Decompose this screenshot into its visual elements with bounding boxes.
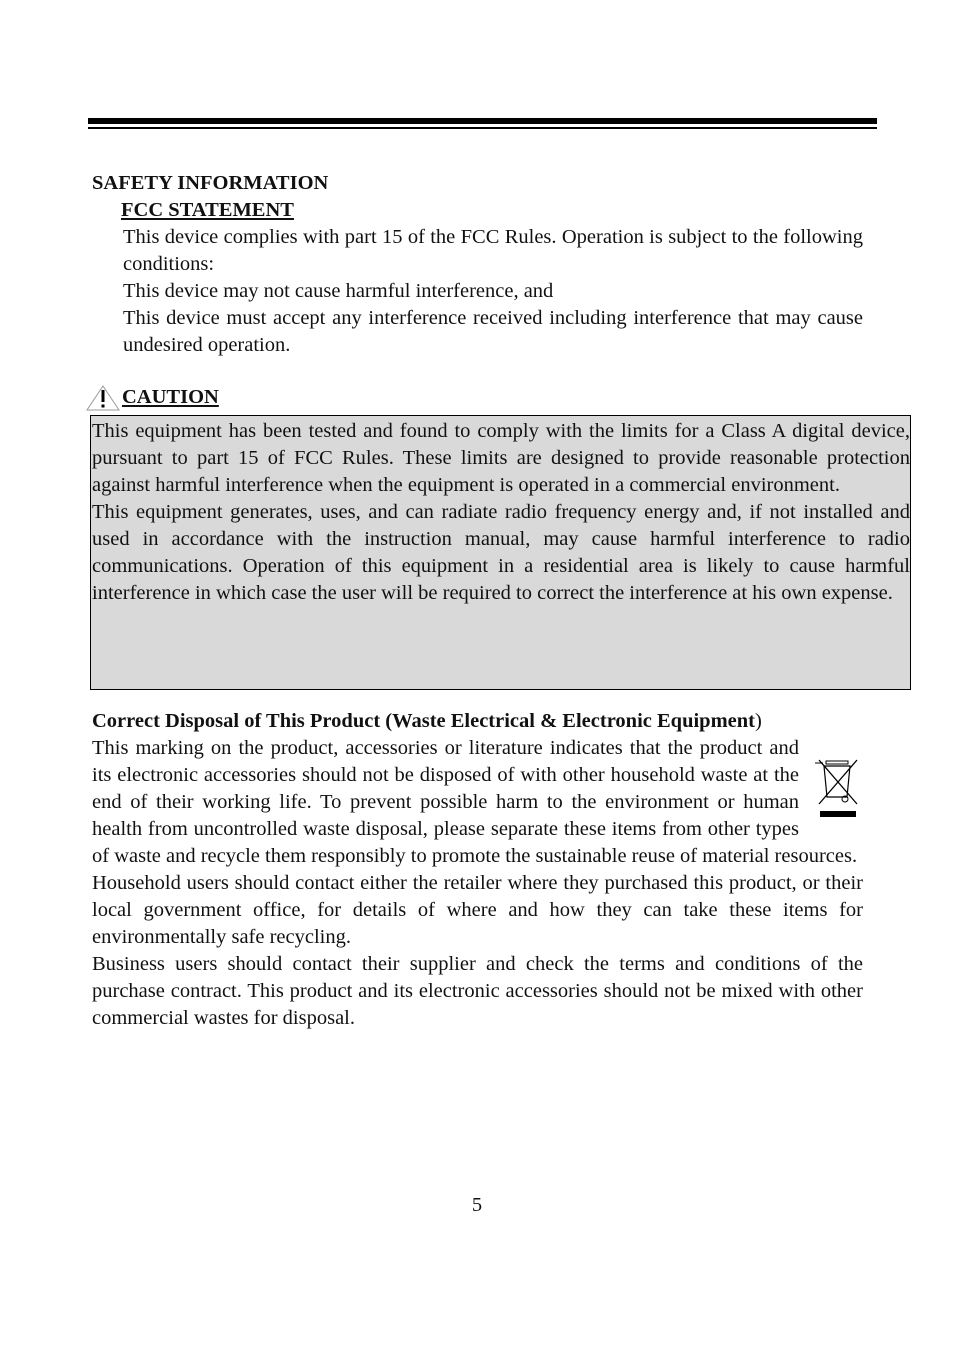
section-title: SAFETY INFORMATION [92, 172, 329, 194]
disposal-paragraph: Business users should contact their supplier and check the terms and conditions of the purchase contract. This product and its electronic accessories should not be mixed with other commercial wastes for disposal. [92, 953, 863, 1029]
disposal-heading [92, 708, 762, 735]
fcc-paragraph: This device may not cause harmful interference, and [123, 280, 554, 302]
fcc-paragraph: This device complies with part 15 of the FCC Rules. Operation is subject to the following conditions: [123, 226, 863, 275]
header-rule-thin [88, 127, 877, 129]
fcc-paragraph: This device must accept any interference received including interference that may cause undesired operation. [123, 307, 863, 356]
page-number: 5 [471, 1194, 483, 1216]
disposal-heading-close: ) [754, 710, 762, 732]
warning-triangle-icon [86, 385, 120, 411]
disposal-body [92, 735, 863, 1032]
caution-paragraph: This equipment generates, uses, and can radiate radio frequency energy and, if not installed and used in accordance with the instruction manual, may cause harmful interference to radio communications. Operation of this equipment in a residential area is likely to cause harmful interference in which case the user will be required to correct the interference at his own expense. [92, 501, 910, 604]
header-rule-thick [88, 118, 877, 124]
fcc-statement [123, 224, 863, 359]
fcc-heading: FCC STATEMENT [121, 199, 294, 221]
crossed-out-wheelie-bin-icon [813, 757, 863, 819]
caution-box [90, 415, 911, 690]
caution-heading: CAUTION [122, 386, 219, 408]
disposal-heading-text: Correct Disposal of This Product (Waste Electrical & Electronic Equipment [92, 710, 755, 732]
disposal-paragraph: Household users should contact either the retailer where they purchased this product, or their local government office, for details of where and how they can take these items for environmentally safe recycling. [92, 872, 863, 948]
caution-paragraph: This equipment has been tested and found to comply with the limits for a Class A digital device, pursuant to part 15 of FCC Rules. These limits are designed to provide reasonable protection against harmful interference when the equipment is operated in a commercial environment. [92, 420, 910, 496]
weee-symbol [799, 735, 863, 835]
disposal-paragraph: This marking on the product, accessories or literature indicates that the product and its electronic accessories should not be disposed of with other household waste at the end of their working life. To prevent possible harm to the environment or human health from uncontrolled waste disposal, please separate these items from other types of waste and recycle them responsibly to promote the sustainable reuse of material resources. [92, 737, 858, 867]
